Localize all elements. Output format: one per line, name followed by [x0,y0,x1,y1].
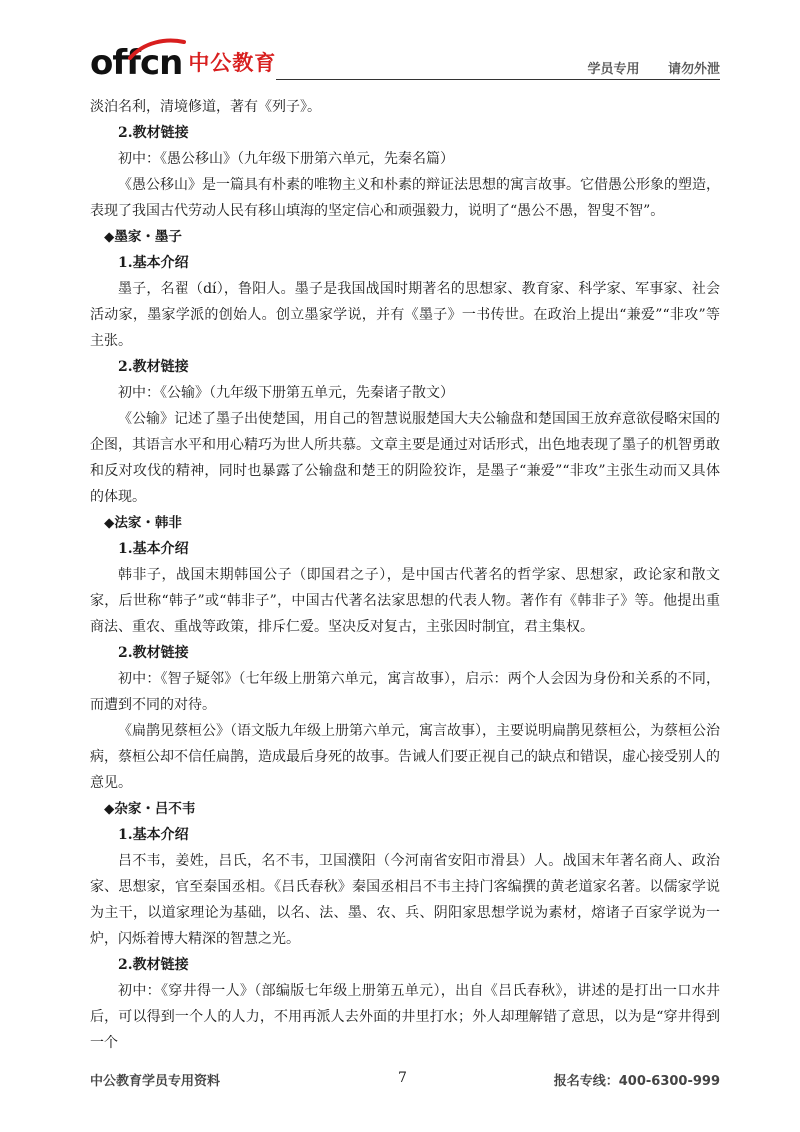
header-rule [276,79,720,80]
header-notice [587,58,720,77]
page-footer [90,1070,720,1092]
page-header [90,38,720,82]
document-body [90,94,720,1056]
section-heading: ◆法家・韩非 [104,515,182,531]
subsection-heading: 1.基本介绍 [118,827,189,843]
logo-chinese-text: 中公教育 [188,51,277,75]
header-tag-no-leak: 请勿外泄 [667,62,720,77]
logo-latin-text: offcn [90,43,183,83]
offcn-logo [90,43,277,83]
subsection-heading: 2.教材链接 [118,125,189,141]
page-number: 7 [398,1070,407,1086]
paragraph: 墨子，名翟（dí），鲁阳人。墨子是我国战国时期著名的思想家、教育家、科学家、军事家、社会活动家，墨家学派的创始人。创立墨家学说，并有《墨子》一书传世。在政治上提出“兼爱”“非攻”等主张。 [90,281,720,349]
subsection-heading: 2.教材链接 [118,359,189,375]
section-heading: ◆杂家・吕不韦 [104,801,196,817]
paragraph: 初中：《公输》（九年级下册第五单元，先秦诸子散文） [118,385,454,401]
paragraph: 初中：《愚公移山》（九年级下册第六单元，先秦名篇） [118,151,454,167]
header-tag-students-only: 学员专用 [587,62,640,77]
footer-hotline: 报名专线：400-6300-999 [553,1074,720,1089]
paragraph: 初中：《智子疑邻》（七年级上册第六单元，寓言故事），启示：两个人会因为身份和关系的不同，而遭到不同的对待。 [90,671,720,713]
paragraph: 淡泊名利，清境修道，著有《列子》。 [90,99,321,115]
subsection-heading: 1.基本介绍 [118,255,189,271]
paragraph: 初中：《穿井得一人》（部编版七年级上册第五单元），出自《吕氏春秋》，讲述的是打出一口水井后，可以得到一个人的人力，不用再派人去外面的井里打水；外人却理解错了意思，以为是“穿井得到一个 [90,983,720,1051]
paragraph: 《扁鹊见蔡桓公》（语文版九年级上册第六单元，寓言故事），主要说明扁鹊见蔡桓公，为蔡桓公治病，蔡桓公却不信任扁鹊，造成最后身死的故事。告诫人们要正视自己的缺点和错误，虚心接受别人的意见。 [90,723,720,791]
subsection-heading: 1.基本介绍 [118,541,189,557]
paragraph: 吕不韦，姜姓，吕氏，名不韦，卫国濮阳（今河南省安阳市滑县）人。战国末年著名商人、政治家、思想家，官至秦国丞相。《吕氏春秋》秦国丞相吕不韦主持门客编撰的黄老道家名著。以儒家学说为主干，以道家理论为基础，以名、法、墨、农、兵、阴阳家思想学说为素材，熔诸子百家学说为一炉，闪烁着博大精深的智慧之光。 [90,853,720,947]
paragraph: 《愚公移山》是一篇具有朴素的唯物主义和朴素的辩证法思想的寓言故事。它借愚公形象的塑造，表现了我国古代劳动人民有移山填海的坚定信心和顽强毅力，说明了“愚公不愚，智叟不智”。 [90,177,720,219]
subsection-heading: 2.教材链接 [118,957,189,973]
subsection-heading: 2.教材链接 [118,645,189,661]
logo-arc-icon [126,38,186,60]
paragraph: 《公输》记述了墨子出使楚国，用自己的智慧说服楚国大夫公输盘和楚国国王放弃意欲侵略宋国的企图，其语言水平和用心精巧为世人所共慕。文章主要是通过对话形式，出色地表现了墨子的机智勇敢和反对攻伐的精神，同时也暴露了公输盘和楚王的阴险狡诈，是墨子“兼爱”“非攻”主张生动而又具体的体现。 [90,411,720,505]
footer-label: 中公教育学员专用资料 [90,1074,221,1089]
paragraph: 韩非子，战国末期韩国公子（即国君之子），是中国古代著名的哲学家、思想家，政论家和散文家，后世称“韩子”或“韩非子”，中国古代著名法家思想的代表人物。著作有《韩非子》等。他提出重商法、重农、重战等政策，排斥仁爱。坚决反对复古，主张因时制宜，君主集权。 [90,567,720,635]
section-heading: ◆墨家・墨子 [104,229,182,245]
